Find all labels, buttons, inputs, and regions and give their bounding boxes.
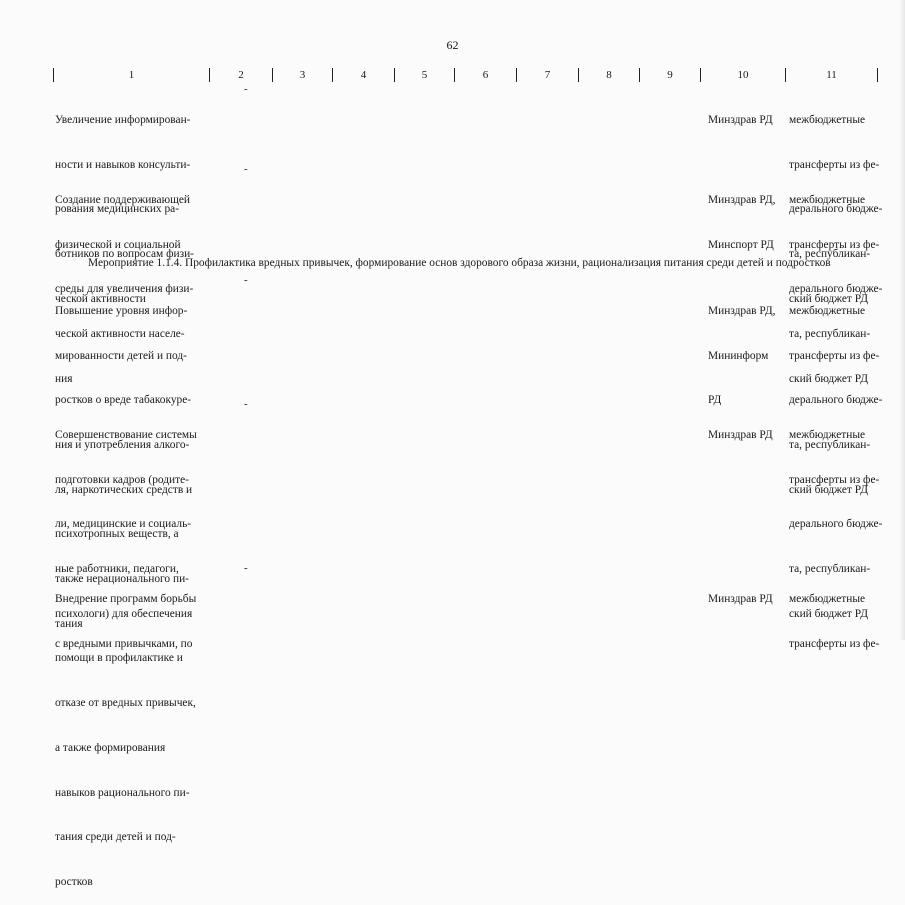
header-cell-2: 2 bbox=[209, 68, 272, 82]
table-row-4-source: межбюджетные трансферты из фе- дерального бюдже- та, республикан- ский бюджет РД bbox=[789, 428, 883, 620]
header-cell-4: 4 bbox=[332, 68, 394, 82]
header-cell-8: 8 bbox=[578, 68, 639, 82]
scan-edge-shadow bbox=[899, 0, 905, 640]
header-cell-1: 1 bbox=[53, 68, 209, 82]
table-row-5-executor: Минздрав РД bbox=[708, 592, 773, 605]
measure-heading: Мероприятие 1.1.4. Профилактика вредных привычек, формирование основ здорового образа жизни, рационализация питания среди детей и подростков bbox=[88, 257, 831, 269]
table-row-3-executor: Минздрав РД, Мининформ РД bbox=[708, 304, 776, 407]
table-row-1-source: межбюджетные трансферты из фе- дерального бюдже- та, республикан- ский бюджет РД bbox=[789, 113, 883, 305]
header-cell-6: 6 bbox=[454, 68, 516, 82]
table-row-3-source: межбюджетные трансферты из фе- дерального бюдже- та, республикан- ский бюджет РД bbox=[789, 304, 883, 496]
page-number: 62 bbox=[446, 38, 459, 52]
table-row-1-col2: - bbox=[244, 83, 248, 95]
table-row-5-col2: - bbox=[244, 562, 248, 574]
table-row-4-executor: Минздрав РД bbox=[708, 428, 773, 441]
header-cell-9: 9 bbox=[639, 68, 700, 82]
table-row-4-name: Совершенствование системы подготовки кадров (родите- ли, медицинские и социаль- ные работники, педагоги, психологи) для обеспечения помощи в профилактике и отказе от вредных привычек, а также формирования навыков рационального пи- тания среди детей и под- ростков bbox=[55, 428, 197, 888]
table-row-4-col2: - bbox=[244, 398, 248, 410]
header-cell-5: 5 bbox=[394, 68, 454, 82]
header-cell-10: 10 bbox=[700, 68, 785, 82]
table-row-2-col2: - bbox=[244, 163, 248, 175]
header-cell-7: 7 bbox=[516, 68, 578, 82]
table-row-2-name: Создание поддерживающей физической и социальной среды для увеличения физи- ческой активности населе- ния bbox=[55, 193, 194, 385]
header-cell-11: 11 bbox=[785, 68, 878, 82]
table-row-1-name: Увеличение информирован- ности и навыков консульти- рования медицинских ра- ботников по вопросам физи- ческой активности bbox=[55, 113, 194, 305]
table-row-2-source: межбюджетные трансферты из фе- дерального бюдже- та, республикан- ский бюджет РД bbox=[789, 193, 883, 385]
table-row-1-executor: Минздрав РД bbox=[708, 113, 773, 126]
table-row-2-executor: Минздрав РД, Минспорт РД bbox=[708, 193, 776, 251]
table-row-3-name: Повышение уровня инфор- мированности детей и под- ростков о вреде табакокуре- ния и употребления алкого- ля, наркотических средств и психотропных веществ, а также нерационального пи- тания bbox=[55, 304, 193, 630]
table-row-5-name: Внедрение программ борьбы с вредными привычками, по bbox=[55, 592, 197, 650]
header-cell-3: 3 bbox=[272, 68, 332, 82]
table-row-5-source: межбюджетные трансферты из фе- bbox=[789, 592, 880, 650]
table-row-3-col2: - bbox=[244, 274, 248, 286]
